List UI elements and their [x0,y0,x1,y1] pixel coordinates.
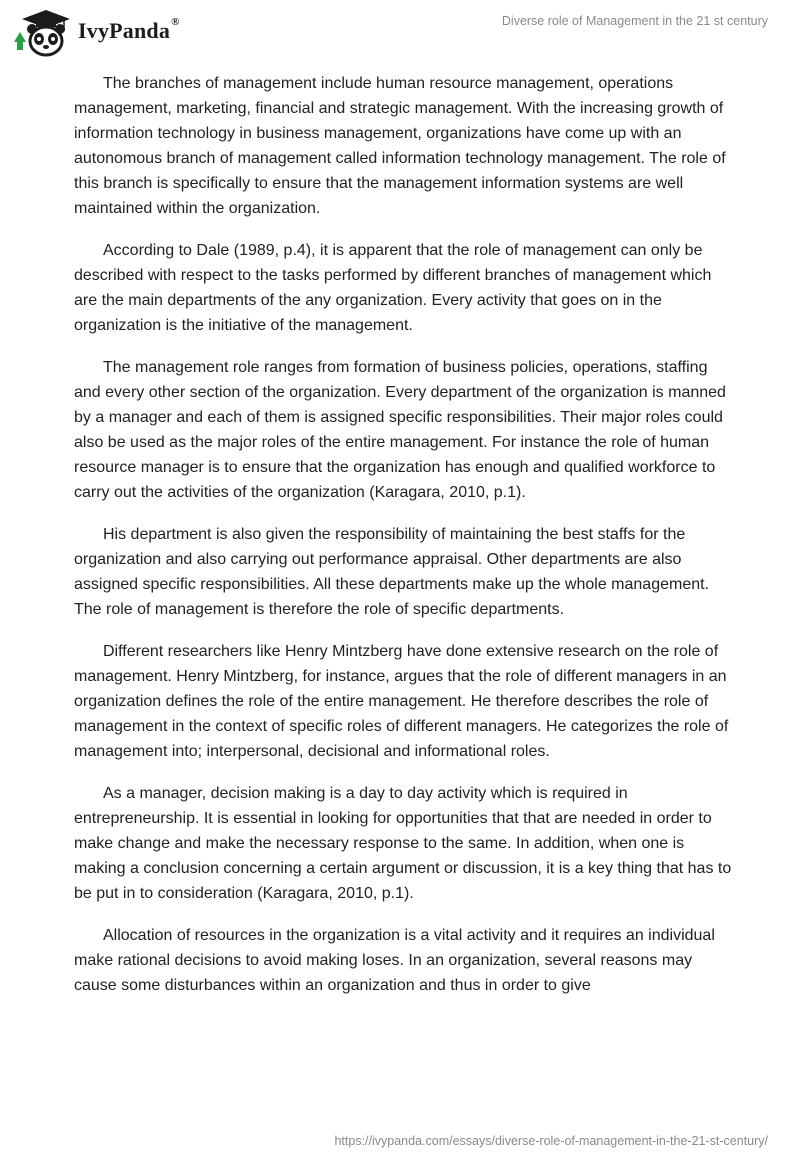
essay-paragraph: His department is also given the responsibility of maintaining the best staffs for the organization and also carrying out performance appraisal. Other departments are also assigned specific responsibilities. All these departments make up the whole management. The role of management is therefore the role of specific departments. [74,526,710,618]
panda-graduate-logo-icon[interactable] [14,8,78,58]
document-title: Diverse role of Management in the 21 st century [501,14,768,28]
registered-mark: ® [171,16,180,28]
page-header [0,0,800,64]
essay-paragraph: The management role ranges from formation of business policies, operations, staffing and every other section of the organization. Every department of the organization is manned by a manager and each of them is assigned specific responsibilities. Their major roles could also be used as the major roles of the entire management. For instance the role of human resource manager is to ensure that the organization has enough and qualified workforce to carry out the activities of the organization (Karagara, 2010, p.1). [74,359,726,501]
essay-body [74,71,734,1015]
essay-paragraph: According to Dale (1989, p.4), it is apparent that the role of management can only be described with respect to the tasks performed by different branches of management which are the main departments of the any organization. Every activity that goes on in the organization is the initiative of the management. [74,242,712,334]
essay-paragraph: Different researchers like Henry Mintzberg have done extensive research on the role of management. Henry Mintzberg, for instance, argues that the role of different managers in an organization defines the role of the entire management. He therefore describes the role of management in the context of specific roles of different managers. He categorizes the role of management into; interpersonal, decisional and informational roles. [74,643,729,760]
essay-paragraph: As a manager, decision making is a day to day activity which is required in entrepreneurship. It is essential in looking for opportunities that that are needed in order to make change and make the necessary response to the same. In addition, when one is making a conclusion concerning a certain argument or discussion, it is a key thing that has to be put in to consideration (Karagara, 2010, p.1). [74,785,732,902]
essay-paragraph: Allocation of resources in the organization is a vital activity and it requires an individual make rational decisions to avoid making loses. In an organization, several reasons may cause some disturbances within an organization and thus in order to give [74,927,715,994]
brand-text: IvyPanda [78,18,171,43]
essay-paragraph: The branches of management include human resource management, operations management, marketing, financial and strategic management. With the increasing growth of information technology in business management, organizations have come up with an autonomous branch of management called information technology management. The role of this branch is specifically to ensure that the management information systems are well maintained within the organization. [74,75,726,217]
source-url[interactable]: https://ivypanda.com/essays/diverse-role-of-management-in-the-21-st-century/ [334,1134,768,1148]
brand-name[interactable] [78,18,180,44]
